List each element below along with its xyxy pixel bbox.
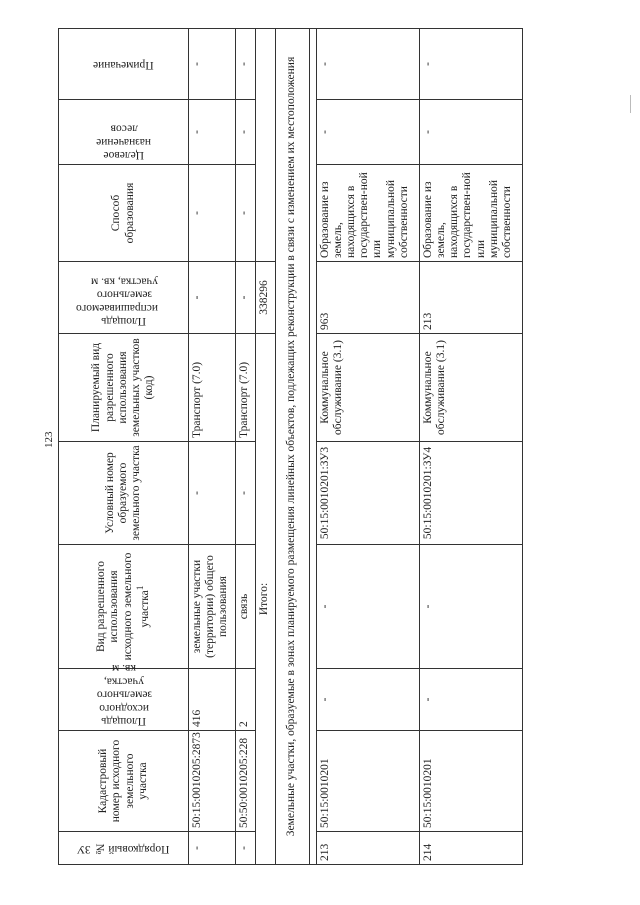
- header-source-use: Вид разрешенного использования исходного земельного участка$^1$: [59, 545, 189, 669]
- cell-source-use: -: [419, 545, 522, 669]
- cell-planned-use: Транспорт (7.0): [189, 334, 236, 442]
- cell-conditional-number: 50:15:0010201:ЗУ3: [316, 442, 419, 545]
- cell-method: Образование из земель, находящихся в государствен-ной или муниципальной собственности: [316, 165, 419, 262]
- cell-target-area: 213: [419, 262, 522, 334]
- land-plots-table-wrapper: [58, 29, 523, 865]
- cell-target-area: -: [189, 262, 236, 334]
- cell-source-area: 416: [189, 669, 236, 731]
- section-title: Земельные участки, образуемые в зонах планируемого размещения линейных объектов, подлежащих реконструкции в связи с изменением их местоположения: [275, 29, 309, 865]
- cell-planned-use: Коммунальное обслуживание (3.1): [316, 334, 419, 442]
- section-row: [275, 29, 309, 865]
- cell-index: -: [189, 832, 236, 865]
- cell-method: -: [236, 165, 255, 262]
- header-planned-use: Планируемый вид разрешенного использования земельных участков (код): [59, 334, 189, 442]
- cell-method: -: [189, 165, 236, 262]
- header-conditional-number: Условный номер образуемого земельного участка: [59, 442, 189, 545]
- cell-index: -: [236, 832, 255, 865]
- cell-forest-purpose: -: [189, 100, 236, 165]
- page-number: 123: [43, 431, 55, 448]
- header-method: Способ образования: [59, 165, 189, 262]
- cell-cadastral: 50:50:0010205:228: [236, 731, 255, 832]
- header-index: Порядковый № ЗУ: [59, 832, 189, 865]
- header-source-area: Площадь исходного земельного участка, кв. м: [59, 669, 189, 731]
- cell-source-use: -: [316, 545, 419, 669]
- separator-cell: [309, 29, 316, 865]
- header-cadastral: Кадастровый номер исходного земельного участка: [59, 731, 189, 832]
- cell-index: 214: [419, 832, 522, 865]
- cell-forest-purpose: -: [236, 100, 255, 165]
- header-forest-purpose: Целевое назначение лесов: [59, 100, 189, 165]
- header-note: Примечание: [59, 29, 189, 100]
- cell-source-area: 2: [236, 669, 255, 731]
- cell-cadastral: 50:15:0010205:2873: [189, 731, 236, 832]
- total-value: 338296: [255, 262, 275, 334]
- cell-planned-use: Коммунальное обслуживание (3.1): [419, 334, 522, 442]
- total-label: Итого:: [255, 334, 275, 865]
- cell-note: -: [316, 29, 419, 100]
- cell-source-area: -: [419, 669, 522, 731]
- header-row: [59, 29, 189, 865]
- cell-method: Образование из земель, находящихся в государствен-ной или муниципальной собственности: [419, 165, 522, 262]
- total-row: [255, 29, 275, 865]
- scan-artifact: [630, 95, 631, 113]
- cell-target-area: 963: [316, 262, 419, 334]
- cell-index: 213: [316, 832, 419, 865]
- cell-conditional-number: -: [236, 442, 255, 545]
- cell-conditional-number: -: [189, 442, 236, 545]
- table-row: [316, 29, 419, 865]
- cell-source-use: земельные участки (территории) общего пользования: [189, 545, 236, 669]
- cell-note: -: [189, 29, 236, 100]
- separator-row: [309, 29, 316, 865]
- header-target-area: Площадь испрашиваемого земельного участка, кв. м: [59, 262, 189, 334]
- cell-cadastral: 50:15:0010201: [419, 731, 522, 832]
- cell-forest-purpose: -: [419, 100, 522, 165]
- cell-cadastral: 50:15:0010201: [316, 731, 419, 832]
- cell-source-use: связь: [236, 545, 255, 669]
- cell-forest-purpose: -: [316, 100, 419, 165]
- cell-note: -: [236, 29, 255, 100]
- table-row: [419, 29, 522, 865]
- table-row: [236, 29, 255, 865]
- cell-note: -: [419, 29, 522, 100]
- land-plots-table: [58, 28, 523, 865]
- cell-source-area: -: [316, 669, 419, 731]
- table-row: [189, 29, 236, 865]
- total-empty: [255, 29, 275, 262]
- cell-planned-use: Транспорт (7.0): [236, 334, 255, 442]
- cell-target-area: -: [236, 262, 255, 334]
- cell-conditional-number: 50:15:0010201:ЗУ4: [419, 442, 522, 545]
